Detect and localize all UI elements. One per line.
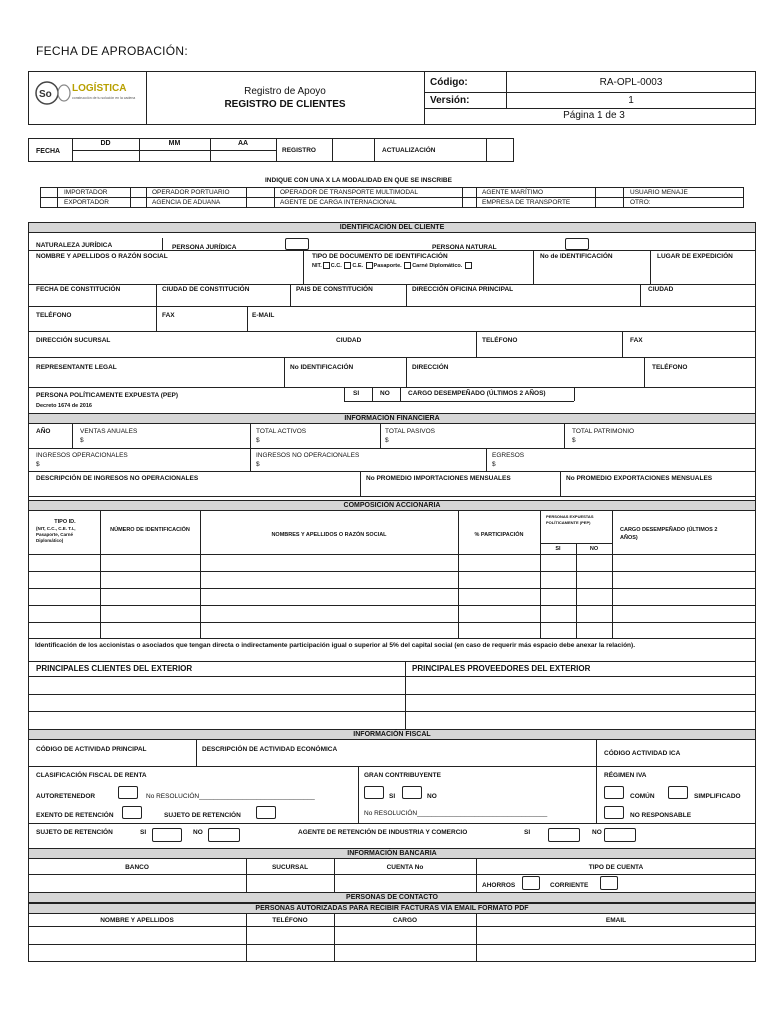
section-contacts: PERSONAS DE CONTACTO <box>28 892 756 903</box>
fecha-label: FECHA <box>36 148 61 155</box>
section-bank: INFORMACIÓN BANCARIA <box>28 848 756 859</box>
exento-checkbox[interactable] <box>122 806 142 819</box>
activos-currency: $ <box>256 437 260 444</box>
sujeto-ret-si-checkbox[interactable] <box>152 828 182 842</box>
doc-nit-checkbox[interactable] <box>323 262 330 269</box>
direccion-sucursal-label: DIRECCIÓN SUCURSAL <box>36 337 111 344</box>
autoretenedor-checkbox[interactable] <box>118 786 138 799</box>
logo-text: LOGÍSTICA <box>72 83 127 94</box>
doc-nit-label: NIT. <box>312 262 322 269</box>
logo <box>34 80 140 106</box>
modality-title: INDIQUE CON UNA X LA MODALIDAD EN QUE SE INSCRIBE <box>265 177 452 184</box>
corriente-label: CORRIENTE <box>550 882 589 889</box>
desc-actividad-label: DESCRIPCIÓN DE ACTIVIDAD ECONÓMICA <box>202 746 338 753</box>
cuenta-label: CUENTA No <box>386 864 424 871</box>
section-client: IDENTIFICACIÓN DEL CLIENTE <box>28 222 756 233</box>
lugar-expedicion-label: LUGAR DE EXPEDICIÓN <box>657 253 733 260</box>
modality-agencia-aduana: AGENCIA DE ADUANA <box>152 199 221 206</box>
doc-ce-checkbox[interactable] <box>344 262 351 269</box>
aa-label: AA <box>237 140 249 147</box>
sujeto-ret-label: SUJETO DE RETENCIÓN <box>36 829 113 836</box>
ingresos-op-currency: $ <box>36 461 40 468</box>
prom-import-label: No PROMEDIO IMPORTACIONES MENSUALES <box>366 475 511 482</box>
doc-carne-label: Carné Diplomático. <box>412 262 463 269</box>
prom-export-label: No PROMEDIO EXPORTACIONES MENSUALES <box>566 475 713 482</box>
sujeto-ret-si-label: SI <box>140 829 147 836</box>
simplificado-checkbox[interactable] <box>668 786 688 799</box>
persona-natural-label: PERSONA NATURAL <box>432 244 497 251</box>
no-resolucion-label: No RESOLUCIÓN________________________________ <box>146 793 315 800</box>
agente-label: AGENTE DE RETENCIÓN DE INDUSTRIA Y COMERCIO <box>298 829 468 836</box>
doc-carne-checkbox[interactable] <box>404 262 411 269</box>
gran-contrib-si-label: SI <box>389 793 396 800</box>
svg-text:So: So <box>39 89 52 100</box>
form-subtitle: Registro de Apoyo <box>244 86 326 97</box>
tipo-doc-label: TIPO DE DOCUMENTO DE IDENTIFICACIÓN <box>312 253 448 260</box>
agente-si-label: SI <box>524 829 531 836</box>
dd-label: DD <box>100 140 111 147</box>
doc-ce-label: C.E. <box>352 262 364 269</box>
tipo-cuenta-label: TIPO DE CUENTA <box>588 864 644 871</box>
actualizacion-label: ACTUALIZACIÓN <box>382 147 436 154</box>
direccion-rep-label: DIRECCIÓN <box>412 364 449 371</box>
section-finance: INFORMACIÓN FINANCIERA <box>28 413 756 424</box>
ahorros-label: AHORROS <box>482 882 516 889</box>
persona-juridica-label: PERSONA JURÍDICA <box>172 244 237 251</box>
clients-ext-label: PRINCIPALES CLIENTES DEL EXTERIOR <box>36 664 193 673</box>
modality-importador: IMPORTADOR <box>64 189 108 196</box>
comun-checkbox[interactable] <box>604 786 624 799</box>
agente-si-checkbox[interactable] <box>548 828 580 842</box>
fax-sucursal-label: FAX <box>630 337 643 344</box>
modality-usuario-menaje: USUARIO MENAJE <box>630 189 688 196</box>
regimen-iva-label: RÉGIMEN IVA <box>604 772 647 779</box>
modality-exportador: EXPORTADOR <box>64 199 109 206</box>
modality-agente-maritimo: AGENTE MARÍTIMO <box>482 189 544 196</box>
corriente-checkbox[interactable] <box>600 876 618 890</box>
doc-cc-label: C.C. <box>330 262 342 269</box>
direccion-oficina-label: DIRECCIÓN OFICINA PRINCIPAL <box>412 286 514 293</box>
col-pep-no: NO <box>589 546 599 552</box>
no-identificacion-label: No de IDENTIFICACIÓN <box>540 253 613 260</box>
persona-juridica-checkbox[interactable] <box>285 238 309 250</box>
activos-label: TOTAL ACTIVOS <box>256 428 307 435</box>
contact-telefono-label: TELÉFONO <box>272 917 308 924</box>
ingresos-op-label: INGRESOS OPERACIONALES <box>36 452 128 459</box>
pasivos-label: TOTAL PASIVOS <box>385 428 435 435</box>
ciudad-constitucion-label: CIUDAD DE CONSTITUCIÓN <box>162 286 250 293</box>
code-label: Código: <box>430 77 468 88</box>
col-nombres: NOMBRES Y APELLIDOS O RAZÓN SOCIAL <box>271 532 387 538</box>
ventas-label: VENTAS ANUALES <box>80 428 138 435</box>
contact-email-label: EMAIL <box>605 917 627 924</box>
cod-ica-label: CÓDIGO ACTIVIDAD ICA <box>604 750 681 757</box>
gran-contrib-si-checkbox[interactable] <box>364 786 384 799</box>
doc-extra-checkbox[interactable] <box>465 262 472 269</box>
ventas-currency: $ <box>80 437 84 444</box>
pais-constitucion-label: PAIS DE CONSTITUCIÓN <box>296 286 373 293</box>
agente-no-label: NO <box>592 829 602 836</box>
persona-natural-checkbox[interactable] <box>565 238 589 250</box>
telefono-rep-label: TELÉFONO <box>652 364 688 371</box>
modality-empresa-transporte: EMPRESA DE TRANSPORTE <box>482 199 571 206</box>
simplificado-label: SIMPLIFICADO <box>694 793 741 800</box>
gran-contrib-no-checkbox[interactable] <box>402 786 422 799</box>
anio-label: AÑO <box>36 428 51 435</box>
ahorros-checkbox[interactable] <box>522 876 540 890</box>
code-value: RA-OPL-0003 <box>599 77 663 88</box>
pep-label: PERSONA POLÍTICAMENTE EXPUESTA (PEP) <box>36 392 179 399</box>
exento-label: EXENTO DE RETENCIÓN <box>36 812 114 819</box>
nombre-razon-label: NOMBRE Y APELLIDOS O RAZÓN SOCIAL <box>36 253 168 260</box>
modality-multimodal: OPERADOR DE TRANSPORTE MULTIMODAL <box>280 189 418 196</box>
doc-pasaporte-label: Pasaporte. <box>373 262 402 269</box>
representante-label: REPRESENTANTE LEGAL <box>36 364 117 371</box>
contact-nombre-label: NOMBRE Y APELLIDOS <box>100 917 174 924</box>
banco-label: BANCO <box>125 864 149 871</box>
no-identificacion-rep-label: No IDENTIFICACIÓN <box>290 364 354 371</box>
modality-operador-portuario: OPERADOR PORTUARIO <box>152 189 230 196</box>
gran-contribuyente-label: GRAN CONTRIBUYENTE <box>364 772 441 779</box>
registro-label: REGISTRO <box>282 147 316 154</box>
telefono-sucursal-label: TELÉFONO <box>482 337 518 344</box>
ingresos-no-op-currency: $ <box>256 461 260 468</box>
page-number: Página 1 de 3 <box>563 110 625 121</box>
autoretenedor-label: AUTORETENEDOR <box>36 793 96 800</box>
doc-pasaporte-checkbox[interactable] <box>366 262 373 269</box>
no-responsable-checkbox[interactable] <box>604 806 624 819</box>
desc-ingresos-label: DESCRIPCIÓN DE INGRESOS NO OPERACIONALES <box>36 475 199 482</box>
ciudad-sucursal-label: CIUDAD <box>336 337 362 344</box>
naturaleza-label: NATURALEZA JURÍDICA <box>36 242 113 249</box>
cod-actividad-label: CÓDIGO DE ACTIVIDAD PRINCIPAL <box>36 746 147 753</box>
form-title: REGISTRO DE CLIENTES <box>224 99 346 110</box>
col-pep: PERSONAS EXPUESTAS POLÍTICAMENTE (PEP) <box>546 514 594 525</box>
fecha-constitucion-label: FECHA DE CONSTITUCIÓN <box>36 286 121 293</box>
sujeto-label: SUJETO DE RETENCIÓN <box>164 812 241 819</box>
fax-label: FAX <box>162 312 175 319</box>
patrimonio-currency: $ <box>572 437 576 444</box>
sucursal-label: SUCURSAL <box>271 864 309 871</box>
mm-label: MM <box>168 140 181 147</box>
approval-label: FECHA DE APROBACIÓN: <box>36 44 189 58</box>
comun-label: COMÚN <box>630 793 655 800</box>
agente-no-checkbox[interactable] <box>604 828 636 842</box>
sujeto-checkbox[interactable] <box>256 806 276 819</box>
providers-ext-label: PRINCIPALES PROVEEDORES DEL EXTERIOR <box>412 664 591 673</box>
decreto-label: Decreto 1674 de 2016 <box>36 403 92 409</box>
col-tipo-id-sub: (NIT, C.C., C.E. T.I., Pasaporte, Carné Diplomático) <box>36 526 76 543</box>
no-responsable-label: NO RESPONSABLE <box>630 812 692 819</box>
patrimonio-label: TOTAL PATRIMONIO <box>572 428 635 435</box>
email-label: E-MAIL <box>252 312 275 319</box>
sujeto-ret-no-label: NO <box>193 829 203 836</box>
logo-subtext: construcción de tu solución en la cadena <box>72 96 136 100</box>
egresos-label: EGRESOS <box>492 452 525 459</box>
no-resolucion2-label: No RESOLUCIÓN____________________________________ <box>364 810 548 817</box>
egresos-currency: $ <box>492 461 496 468</box>
ciudad-label: CIUDAD <box>648 286 674 293</box>
sujeto-ret-no-checkbox[interactable] <box>208 828 240 842</box>
pep-no-label: NO <box>380 390 390 397</box>
version-value: 1 <box>628 95 634 106</box>
col-tipo-id: TIPO ID. <box>54 519 76 525</box>
ingresos-no-op-label: INGRESOS NO OPERACIONALES <box>256 452 360 459</box>
section-shareholders: COMPOSICIÓN ACCIONARIA <box>28 500 756 511</box>
col-participacion: % PARTICIPACIÓN <box>474 532 524 538</box>
shareholders-note: Identificación de los accionistas o asociados que tengan directa o indirectamente participación igual o superior al 5% del capital social (en caso de requerir más espacio debe anexar la relación). <box>35 642 636 649</box>
section-fiscal: INFORMACIÓN FISCAL <box>28 729 756 740</box>
col-numero: NÚMERO DE IDENTIFICACIÓN <box>110 527 190 533</box>
cargo-pep-label: CARGO DESEMPEÑADO (ÚLTIMOS 2 AÑOS) <box>408 390 546 397</box>
version-label: Versión: <box>430 95 470 106</box>
pasivos-currency: $ <box>385 437 389 444</box>
modality-otro: OTRO: <box>630 199 651 206</box>
contacts-subtitle: PERSONAS AUTORIZADAS PARA RECIBIR FACTURAS VÍA EMAIL FORMATO PDF <box>28 903 756 914</box>
col-pep-si: SI <box>555 546 561 552</box>
pep-si-label: SI <box>353 390 360 397</box>
col-cargo: CARGO DESEMPEÑADO (ÚLTIMOS 2 AÑOS) <box>620 527 718 541</box>
modality-agente-carga: AGENTE DE CARGA INTERNACIONAL <box>280 199 397 206</box>
gran-contrib-no-label: NO <box>427 793 437 800</box>
telefono-label: TELÉFONO <box>36 312 72 319</box>
doc-type-options <box>312 262 473 269</box>
contact-cargo-label: CARGO <box>392 917 418 924</box>
clasificacion-label: CLASIFICACIÓN FISCAL DE RENTA <box>36 772 147 779</box>
